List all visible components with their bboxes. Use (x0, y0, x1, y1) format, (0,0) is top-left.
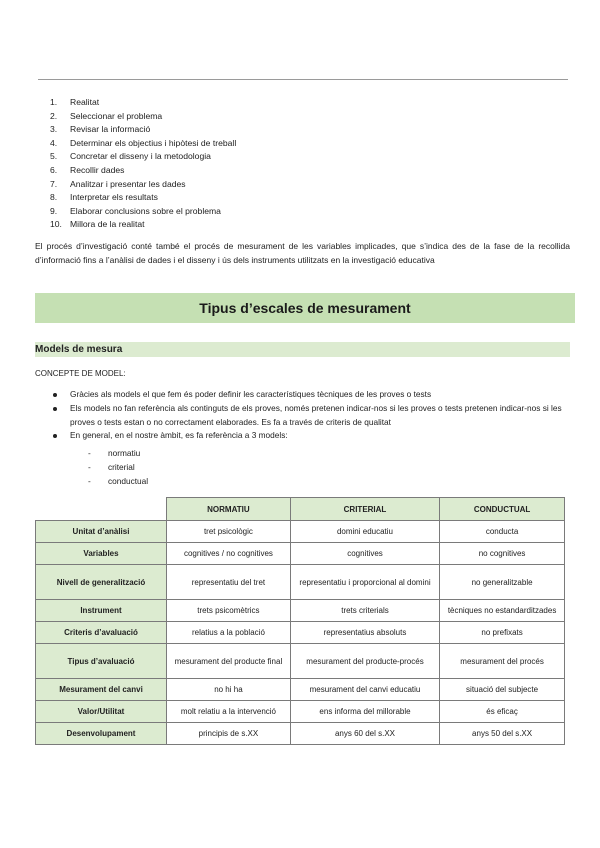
table-cell: representatius absoluts (290, 622, 439, 644)
list-item: Els models no fan referència als continguts de els proves, només pretenen indicar-nos si les proves o tests pretenen indicar-nos si les proves o tests estan o no correctament elaborades. Es fa a través de criteris de qualitat (50, 402, 570, 430)
row-header: Criteris d’avaluació (36, 622, 167, 644)
table-corner-cell (36, 498, 167, 521)
list-item: - conductual (88, 475, 149, 486)
concept-bullets (50, 388, 570, 443)
row-header: Unitat d’anàlisi (36, 521, 167, 543)
table-cell: ens informa del millorable (290, 701, 439, 723)
table-cell: mesurament del procés (440, 644, 565, 679)
list-item: Gràcies als models el que fem és poder definir les característiques tècniques de les proves o tests (50, 388, 570, 402)
row-header: Instrument (36, 600, 167, 622)
column-header: CONDUCTUAL (440, 498, 565, 521)
table-cell: mesurament del producte-procés (290, 644, 439, 679)
research-steps-list (50, 96, 236, 232)
row-header: Valor/Utilitat (36, 701, 167, 723)
list-item: 3. Revisar la informació (50, 124, 151, 135)
table-cell: no hi ha (167, 679, 291, 701)
table-cell: mesurament del producte final (167, 644, 291, 679)
table-cell: relatius a la població (167, 622, 291, 644)
table-cell: és eficaç (440, 701, 565, 723)
table-cell: domini educatiu (290, 521, 439, 543)
table-row (36, 600, 565, 622)
list-item: - normatiu (88, 448, 141, 458)
table-cell: molt relatiu a la intervenció (167, 701, 291, 723)
list-item: 9. Elaborar conclusions sobre el problema (50, 205, 221, 216)
table-cell: situació del subjecte (440, 679, 565, 701)
row-header: Tipus d’avaluació (36, 644, 167, 679)
table-cell: cognitives (290, 543, 439, 565)
list-item: 6. Recollir dades (50, 164, 125, 175)
subsection-title: Models de mesura (35, 342, 570, 357)
table-row (36, 543, 565, 565)
row-header: Variables (36, 543, 167, 565)
table-cell: conducta (440, 521, 565, 543)
list-item: - criterial (88, 461, 135, 472)
list-item: 7. Analitzar i presentar les dades (50, 178, 186, 189)
table-cell: representatiu del tret (167, 565, 291, 600)
table-cell: trets psicomètrics (167, 600, 291, 622)
models-list (88, 447, 148, 488)
row-header: Desenvolupament (36, 723, 167, 745)
section-title: Tipus d’escales de mesurament (35, 293, 575, 323)
table-row (36, 565, 565, 600)
table-row (36, 521, 565, 543)
table-cell: tret psicològic (167, 521, 291, 543)
table-cell: anys 60 del s.XX (290, 723, 439, 745)
row-header: Mesurament del canvi (36, 679, 167, 701)
table-row (36, 723, 565, 745)
column-header: CRITERIAL (290, 498, 439, 521)
list-item: 10. Millora de la realitat (50, 219, 145, 230)
table-cell: trets criterials (290, 600, 439, 622)
list-item: 1. Realitat (50, 97, 100, 107)
table-cell: mesurament del canvi educatiu (290, 679, 439, 701)
table-row (36, 679, 565, 701)
list-item: 8. Interpretar els resultats (50, 192, 158, 203)
table-cell: tècniques no estandarditzades (440, 600, 565, 622)
table-cell: cognitives / no cognitives (167, 543, 291, 565)
table-row (36, 701, 565, 723)
table-cell: representatiu i proporcional al domini (290, 565, 439, 600)
models-comparison-table (35, 497, 565, 745)
row-header: Nivell de generalització (36, 565, 167, 600)
table-row (36, 622, 565, 644)
table-cell: no cognitives (440, 543, 565, 565)
table-cell: no prefixats (440, 622, 565, 644)
table-row (36, 644, 565, 679)
table-cell: anys 50 del s.XX (440, 723, 565, 745)
list-item: 2. Seleccionar el problema (50, 110, 163, 121)
top-divider (38, 79, 568, 80)
table-cell: no generalitzable (440, 565, 565, 600)
table-cell: principis de s.XX (167, 723, 291, 745)
column-header: NORMATIU (167, 498, 291, 521)
list-item: 5. Concretar el disseny i la metodologia (50, 151, 211, 162)
list-item: En general, en el nostre àmbit, es fa referència a 3 models: (50, 429, 570, 443)
concept-label: CONCEPTE DE MODEL: (35, 369, 126, 378)
intro-paragraph: El procés d’investigació conté també el procés de mesurament de les variables implicades, que s’indica des de la fase de la recollida d’informació fins a l’anàlisi de dades i el disseny i ús dels instruments utilitzats en la investigació educativa (35, 241, 570, 265)
list-item: 4. Determinar els objectius i hipòtesi de treball (50, 137, 237, 148)
table-header-row (36, 498, 565, 521)
